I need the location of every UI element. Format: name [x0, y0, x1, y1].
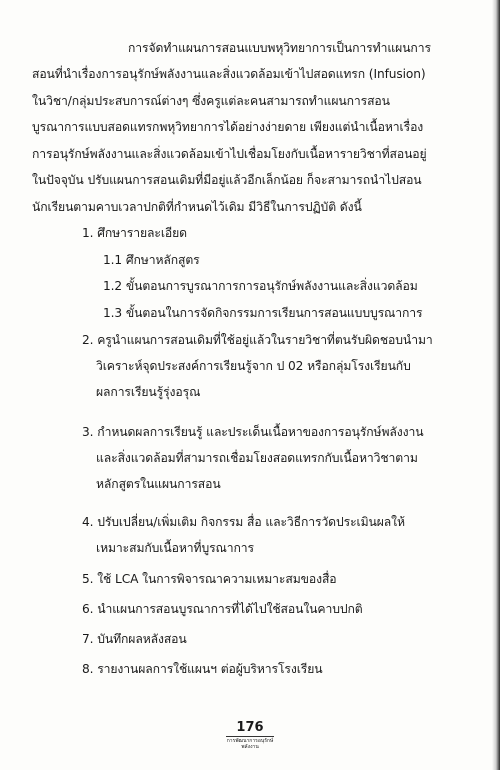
- list-item: 3. กำหนดผลการเรียนรู้ และประเด็นเนื้อหาของการอนุรักษ์พลังงาน: [82, 425, 424, 439]
- paragraph-line: สอนที่นำเรื่องการอนุรักษ์พลังงานและสิ่งแวดล้อมเข้าไปสอดแทรก (Infusion): [32, 67, 426, 81]
- list-item: 6. นำแผนการสอนบูรณาการที่ได้ไปใช้สอนในคาบปกติ: [82, 602, 363, 616]
- paragraph-line: ในปัจจุบัน ปรับแผนการสอนเดิมที่มีอยู่แล้วอีกเล็กน้อย ก็จะสามารถนำไปสอน: [32, 173, 422, 187]
- list-item-continuation: ผลการเรียนรู้รุ่งอรุณ: [96, 385, 201, 399]
- page-edge-shadow: [492, 0, 500, 770]
- footer-divider: [226, 736, 274, 737]
- list-item: 5. ใช้ LCA ในการพิจารณาความเหมาะสมของสื่อ: [82, 572, 337, 586]
- list-item: 7. บันทึกผลหลังสอน: [82, 632, 187, 646]
- list-item-continuation: วิเคราะห์จุดประสงค์การเรียนรู้จาก ป 02 หรือกลุ่มโรงเรียนกับ: [96, 359, 411, 373]
- list-item: 1. ศึกษารายละเอียด: [82, 226, 187, 240]
- paragraph-line: บูรณาการแบบสอดแทรกพหุวิทยาการได้อย่างง่ายดาย เพียงแต่นำเนื้อหาเรื่อง: [32, 120, 424, 134]
- list-item-continuation: และสิ่งแวดล้อมที่สามารถเชื่อมโยงสอดแทรกกับเนื้อหาวิชาตาม: [96, 451, 418, 465]
- list-item: 4. ปรับเปลี่ยน/เพิ่มเติม กิจกรรม สื่อ และวิธีการวัดประเมินผลให้: [82, 515, 405, 529]
- sub-list-item: 1.1 ศึกษาหลักสูตร: [103, 253, 200, 267]
- list-item-continuation: หลักสูตรในแผนการสอน: [96, 477, 221, 491]
- page-number: 176: [236, 720, 264, 735]
- list-item: 2. ครูนำแผนการสอนเดิมที่ใช้อยู่แล้วในรายวิชาที่ตนรับผิดชอบนำมา: [82, 333, 433, 347]
- paragraph-line: การจัดทำแผนการสอนแบบพหุวิทยาการเป็นการทำแผนการ: [128, 41, 431, 55]
- sub-list-item: 1.3 ขั้นตอนในการจัดกิจกรรมการเรียนการสอนแบบบูรณาการ: [103, 306, 423, 320]
- paragraph-line: ในวิชา/กลุ่มประสบการณ์ต่างๆ ซึ่งครูแต่ละคนสามารถทำแผนการสอน: [32, 94, 390, 108]
- paragraph-line: นักเรียนตามคาบเวลาปกติที่กำหนดไว้เดิม มีวิธีในการปฏิบัติ ดังนี้: [32, 200, 362, 214]
- footer-caption: การพัฒนาการอนุรักษ์พลังงาน: [226, 738, 274, 750]
- sub-list-item: 1.2 ขั้นตอนการบูรณาการการอนุรักษ์พลังงานและสิ่งแวดล้อม: [103, 279, 418, 293]
- list-item-continuation: เหมาะสมกับเนื้อหาที่บูรณาการ: [96, 541, 254, 555]
- page-footer: [222, 720, 278, 750]
- paragraph-line: การอนุรักษ์พลังงานและสิ่งแวดล้อมเข้าไปเชื่อมโยงกับเนื้อหารายวิชาที่สอนอยู่: [32, 147, 427, 161]
- list-item: 8. รายงานผลการใช้แผนฯ ต่อผู้บริหารโรงเรียน: [82, 662, 323, 676]
